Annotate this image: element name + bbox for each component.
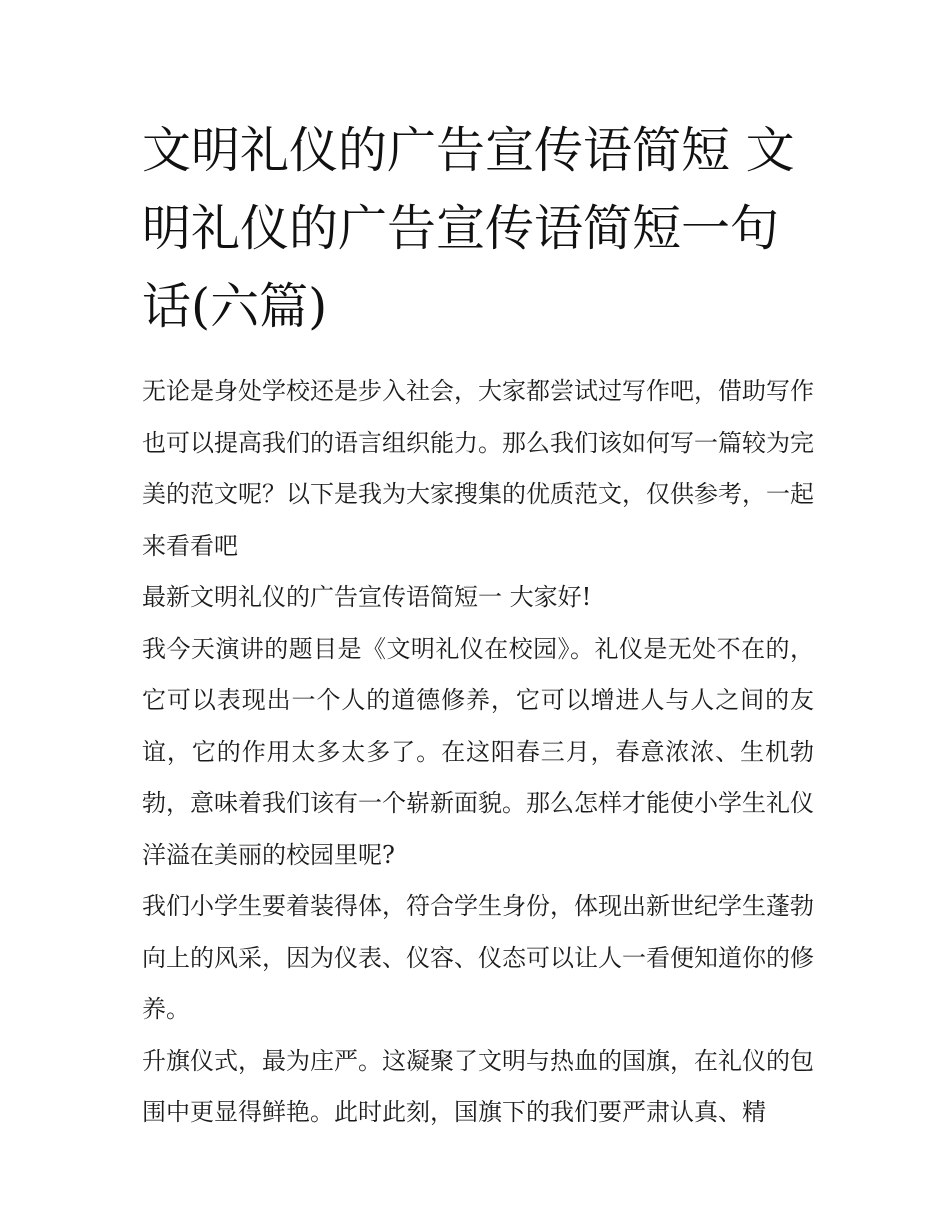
paragraph-flag-ceremony: 升旗仪式，最为庄严。这凝聚了文明与热血的国旗，在礼仪的包围中更显得鲜艳。此时此刻，国旗下的我们要严肃认真、精 [142, 1046, 814, 1126]
document-page [142, 112, 814, 1139]
paragraph-greeting: 最新文明礼仪的广告宣传语简短一 大家好! [142, 583, 592, 611]
paragraph-intro: 无论是身处学校还是步入社会，大家都尝试过写作吧，借助写作也可以提高我们的语言组织能力。那么我们该如何写一篇较为完美的范文呢？以下是我为大家搜集的优质范文，仅供参考，一起来看看吧 [142, 377, 814, 560]
document-body [142, 366, 814, 1139]
paragraph-dress: 我们小学生要着装得体，符合学生身份，体现出新世纪学生蓬勃向上的风采，因为仪表、仪容、仪态可以让人一看便知道你的修养。 [142, 892, 814, 1023]
document-title: 文明礼仪的广告宣传语简短 文明礼仪的广告宣传语简短一句话(六篇) [142, 122, 795, 335]
paragraph-speech-topic: 我今天演讲的题目是《文明礼仪在校园》。礼仪是无处不在的，它可以表现出一个人的道德修养，它可以增进人与人之间的友谊，它的作用太多太多了。在这阳春三月，春意浓浓、生机勃勃，意味着我们该有一个崭新面貌。那么怎样才能使小学生礼仪洋溢在美丽的校园里呢? [142, 634, 814, 869]
